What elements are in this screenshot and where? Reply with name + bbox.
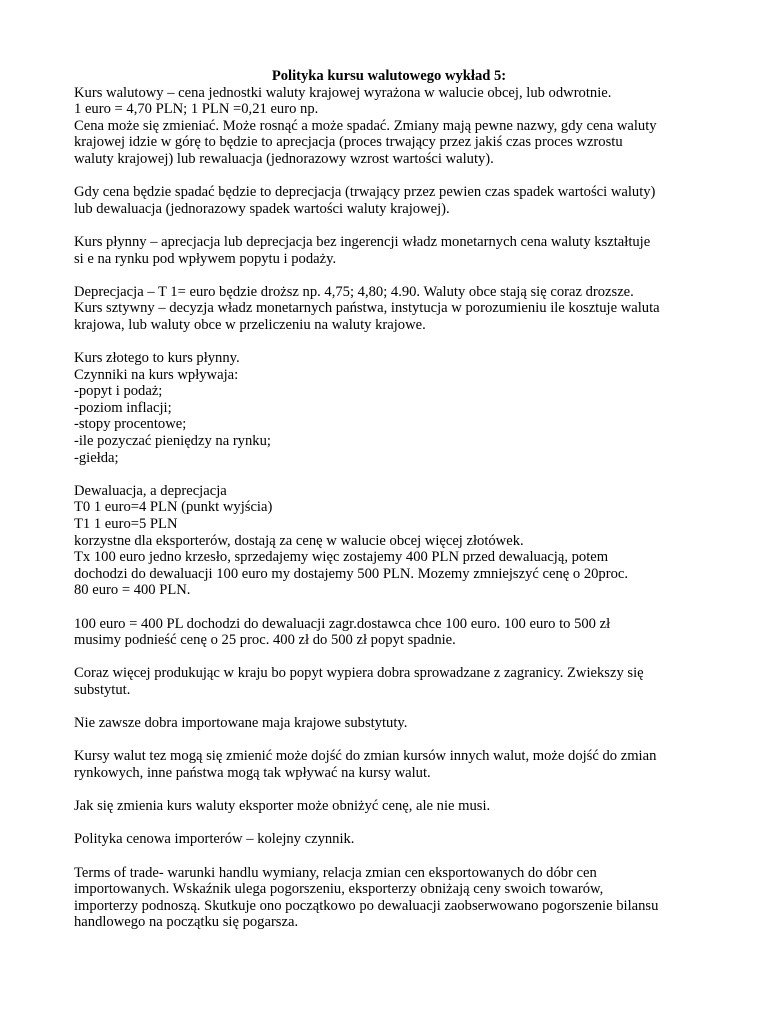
paragraph (74, 748, 704, 781)
text-line: waluty krajowej) lub rewaluacja (jednorazowy wzrost wartości waluty). (74, 150, 494, 167)
text-line: importerzy podnoszą. Skutkuje ono początkowo po dewaluacji zaobserwowano pogorszenie bilansu (74, 897, 659, 914)
paragraph-spacer (74, 732, 704, 749)
paragraph (74, 715, 704, 732)
text-line: 80 euro = 400 PLN. (74, 582, 191, 599)
text-line: Polityka cenowa importerów – kolejny czynnik. (74, 831, 355, 848)
paragraph (74, 234, 704, 267)
paragraph (74, 85, 704, 168)
paragraph (74, 865, 704, 931)
text-line: Kurs płynny – aprecjacja lub deprecjacja bez ingerencji władz monetarnych cena waluty kształtuje (74, 233, 651, 250)
paragraph-spacer (74, 466, 704, 483)
text-line: Kurs sztywny – decyzja władz monetarnych państwa, instytucja w porozumieniu ile kosztuje waluta (74, 300, 660, 317)
text-line: Kurs złotego to kurs płynny. (74, 350, 240, 367)
paragraph (74, 483, 704, 599)
text-line: Deprecjacja – T 1= euro będzie droższ np. 4,75; 4,80; 4.90. Waluty obce stają się coraz drozsze. (74, 283, 634, 300)
paragraph (74, 350, 704, 466)
text-line: T0 1 euro=4 PLN (punkt wyjścia) (74, 499, 273, 516)
paragraph-spacer (74, 699, 704, 716)
document-title: Polityka kursu walutowego wykład 5: (271, 68, 507, 84)
paragraph-spacer (74, 334, 704, 351)
text-line: korzystne dla eksporterów, dostają za cenę w walucie obcej więcej złotówek. (74, 532, 524, 549)
text-line: -stopy procentowe; (74, 416, 187, 433)
text-line: Kursy walut tez mogą się zmienić może dojść do zmian kursów innych walut, może dojść do zmian (74, 748, 657, 765)
text-line: Cena może się zmieniać. Może rosnąć a może spadać. Zmiany mają pewne nazwy, gdy cena waluty (74, 117, 657, 134)
text-line: T1 1 euro=5 PLN (74, 516, 178, 533)
paragraph (74, 284, 704, 334)
text-line: -poziom inflacji; (74, 399, 172, 416)
paragraph-spacer (74, 649, 704, 666)
text-line: substytut. (74, 681, 131, 698)
paragraph-spacer (74, 267, 704, 284)
paragraph (74, 665, 704, 698)
paragraph (74, 616, 704, 649)
document-text (74, 85, 704, 931)
text-line: Coraz więcej produkując w kraju bo popyt wypiera dobra sprowadzane z zagranicy. Zwiekszy się (74, 665, 644, 682)
text-line: -ile pozyczać pieniędzy na rynku; (74, 433, 271, 450)
paragraph-spacer (74, 815, 704, 832)
text-line: Tx 100 euro jedno krzesło, sprzedajemy więc zostajemy 400 PLN przed dewaluacją, potem (74, 549, 609, 566)
text-line: -giełda; (74, 449, 119, 466)
paragraph-spacer (74, 599, 704, 616)
text-line: krajowej idzie w górę to będzie to aprecjacja (proces trwający przez jakiś czas proces wzrostu (74, 134, 623, 151)
text-line: 100 euro = 400 PL dochodzi do dewaluacji zagr.dostawca chce 100 euro. 100 euro to 500 zł (74, 615, 611, 632)
text-line: importowanych. Wskaźnik ulega pogorszeniu, eksporterzy obniżają ceny swoich towarów, (74, 881, 604, 898)
paragraph-spacer (74, 848, 704, 865)
text-line: Nie zawsze dobra importowane maja krajowe substytuty. (74, 715, 408, 732)
text-line: musimy podnieść cenę o 25 proc. 400 zł do 500 zł popyt spadnie. (74, 632, 456, 649)
paragraph-spacer (74, 168, 704, 185)
paragraph (74, 184, 704, 217)
text-line: rynkowych, inne państwa mogą tak wpływać na kursy walut. (74, 764, 431, 781)
paragraph-spacer (74, 782, 704, 799)
text-line: handlowego na początku się pogarsza. (74, 914, 299, 931)
text-line: dochodzi do dewaluacji 100 euro my dostajemy 500 PLN. Mozemy zmniejszyć cenę o 20proc. (74, 565, 629, 582)
text-line: si e na rynku pod wpływem popytu i podaży. (74, 250, 337, 267)
paragraph-spacer (74, 217, 704, 234)
paragraph (74, 831, 704, 848)
document-body (74, 68, 704, 931)
text-line: Terms of trade- warunki handlu wymiany, relacja zmian cen eksportowanych do dóbr cen (74, 864, 597, 881)
text-line: Kurs walutowy – cena jednostki waluty krajowej wyrażona w walucie obcej, lub odwrotnie. (74, 84, 612, 101)
text-line: krajowa, lub waluty obce w przeliczeniu na waluty krajowe. (74, 316, 426, 333)
text-line: Czynniki na kurs wpływaja: (74, 366, 239, 383)
text-line: Jak się zmienia kurs waluty eksporter może obniżyć cenę, ale nie musi. (74, 798, 491, 815)
text-line: 1 euro = 4,70 PLN; 1 PLN =0,21 euro np. (74, 101, 319, 118)
text-line: Gdy cena będzie spadać będzie to deprecjacja (trwający przez pewien czas spadek wartości waluty) (74, 184, 656, 201)
text-line: lub dewaluacja (jednorazowy spadek wartości waluty krajowej). (74, 200, 450, 217)
paragraph (74, 798, 704, 815)
text-line: Dewaluacja, a deprecjacja (74, 482, 227, 499)
text-line: -popyt i podaż; (74, 383, 163, 400)
